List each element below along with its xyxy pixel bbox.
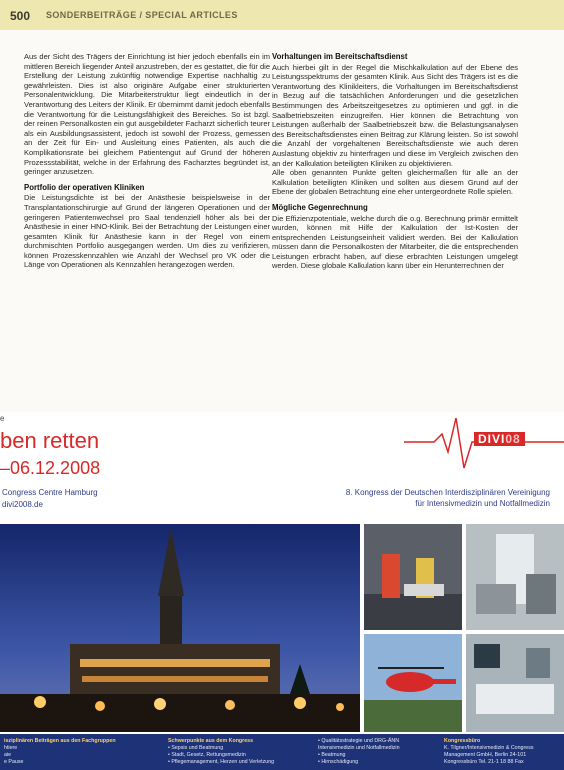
ad-congress-title: 8. Kongress der Deutschen Interdisziplinären Vereinigung für Intensivmedizin und Notfallmedizin	[345, 488, 550, 508]
paragraph: Die Effizienzpotentiale, welche durch die o.g. Berechnung primär ermittelt wurden, können mit Hilfe der Kalkulation der Ist-Kosten der entsprechenden Leistungseinheit validiert werden. Bei der Kalkulation müssen dann die Personalkosten der Mitarbeiter, die die entsprechenden Leistungen erbracht haben, auf diese erbrachten Leistungen umgelegt werden. Diese globale Kalkulation kann über ein Herunterrechnen der	[272, 213, 518, 271]
divi-logo: DIVI08	[474, 432, 525, 446]
paragraph: Aus der Sicht des Trägers der Einrichtung ist hier jedoch ebenfalls ein im mittleren Bereich liegender Anteil anzustreben, der es gestattet, die für die Erstellung der Leistung zukünftig notwendige Expertise nachhaltig zu gewährleisten. Dies ist also originäre Aufgabe einer strukturierten Personalentwicklung. Die Mitarbeiterstruktur liegt eindeutlich in der Verantwortung des Leiters der Klinik. Er übernimmt damit jedoch ebenfalls die Verantwortung für die Leistungsfähigkeit des Bereiches. So ist bzgl. der reinen Personalkosten ein gut ausgebildeter Facharzt sicherlich teurer als ein Ausbildungsassistent, jedoch ist sowohl der Prozess, gemessen an der Zeit für Ein- und Ausleitung eines Patienten, als auch die Komplikationsrate bei gleichem Patientengut auf Grund der höheren Prozessstabilität, welche in der Erfahrung des Facharztes begründet ist, geringer anzusetzen.	[24, 52, 270, 177]
article-right-column	[272, 52, 518, 271]
subheading-gegenrechnung: Mögliche Gegenrechnung	[272, 202, 368, 212]
paragraph: Die Leistungsdichte ist bei der Anästhesie beispielsweise in der Transplantationschirurgie auf Grund der längeren Operationen und der geringeren Patientenwechsel pro Saal tendenziell höher als bei der Anästhesie in einer HNO-Klinik. Bei der Betrachtung der Leistungen einer gesamten Klinik für Anästhesie kann in der Regel von einem durchmischten Portfolio ausgegangen werden. Um dies zu verifizieren, können Prozesskennzahlen wie Anzahl der Wechsel pro VK oder die Länge von Operationen als Kennzahlen herangezogen werden.	[24, 193, 270, 270]
hamburg-city-hall-photo	[0, 524, 360, 732]
rescue-team-photo	[364, 524, 462, 630]
congress-advertisement	[0, 412, 564, 770]
section-title: SONDERBEITRÄGE / SPECIAL ARTICLES	[46, 10, 238, 20]
ad-footer	[0, 734, 564, 770]
ad-website: divi2008.de	[2, 500, 43, 509]
ad-headline: ben retten	[0, 428, 100, 453]
ad-footer-column: Kongressbüro K. Tilgner/Intensivmedizin & Congress Management GmbH, Berlin 24-101 Kongressbüro Tel. 21-1 18 88 Fax	[444, 738, 534, 765]
ad-footer-column: • Qualitätsstrategie und DRG-ÄNN Intensivmedizin und Notfallmedizin • Beatmung • Hirnschädigung	[318, 738, 400, 765]
ad-venue: Congress Centre Hamburg	[2, 488, 98, 497]
rescue-helicopter-photo	[364, 634, 462, 732]
ad-corner-text: e	[0, 414, 5, 423]
intensive-care-patient-photo	[466, 634, 564, 732]
subheading-bereitschaftsdienst: Vorhaltungen im Bereitschaftsdienst	[272, 52, 408, 61]
ad-footer-column: Schwerpunkte aus dem Kongress • Sepsis und Beatmung • Stadt, Gesetz, Rettungsmedizin • Pflegemanagement, Herzen und Verletzung	[168, 738, 275, 765]
header-bar	[0, 0, 564, 30]
page-number: 500	[10, 9, 31, 23]
paragraph: Auch hierbei gilt in der Regel die Mischkalkulation auf der Ebene des Leistungsspektrums der gesamten Klinik. Aus Sicht des Trägers ist es die Verantwortung des Klinikleiters, die Vorhaltungen im Bereitschaftsdienst in Bezug auf die tatsächlichen Anforderungen und die gesetzlichen Bestimmungen des Arbeitszeitgesetzes zu optimieren und ggf. in die Saalbetriebszeiten einzugreifen. Hier können die Betrachtung von Leistungen außerhalb der Saalbetriebszeit bzw. die Belastungsanalysen des Bereitschaftsdienstes einen Beitrag zur Klärung leisten. So ist sowohl die Anzahl der vorgehaltenen Bereitschaftsdienste wie auch deren Auslastung objektiv zu hinterfragen und diese im Vergleich zwischen den an der Kalkulation beteiligten Kliniken zu objektivieren.	[272, 62, 518, 168]
paragraph: Alle oben genannten Punkte gelten gleichermaßen für alle an der Kalkulation beteiligten Kliniken und sollten aus diesem Grund auf der Ebene der globalen Betrachtung eine eher untergeordnete Rolle spielen.	[272, 168, 518, 197]
ad-date: –06.12.2008	[0, 458, 101, 478]
article-left-column	[24, 52, 270, 270]
hospital-corridor-photo	[466, 524, 564, 630]
ad-footer-column: isziplinären Beiträgen aus den Fachgruppen htiere aie e Pause	[4, 738, 116, 765]
subheading-portfolio: Portfolio der operativen Kliniken	[24, 182, 145, 192]
